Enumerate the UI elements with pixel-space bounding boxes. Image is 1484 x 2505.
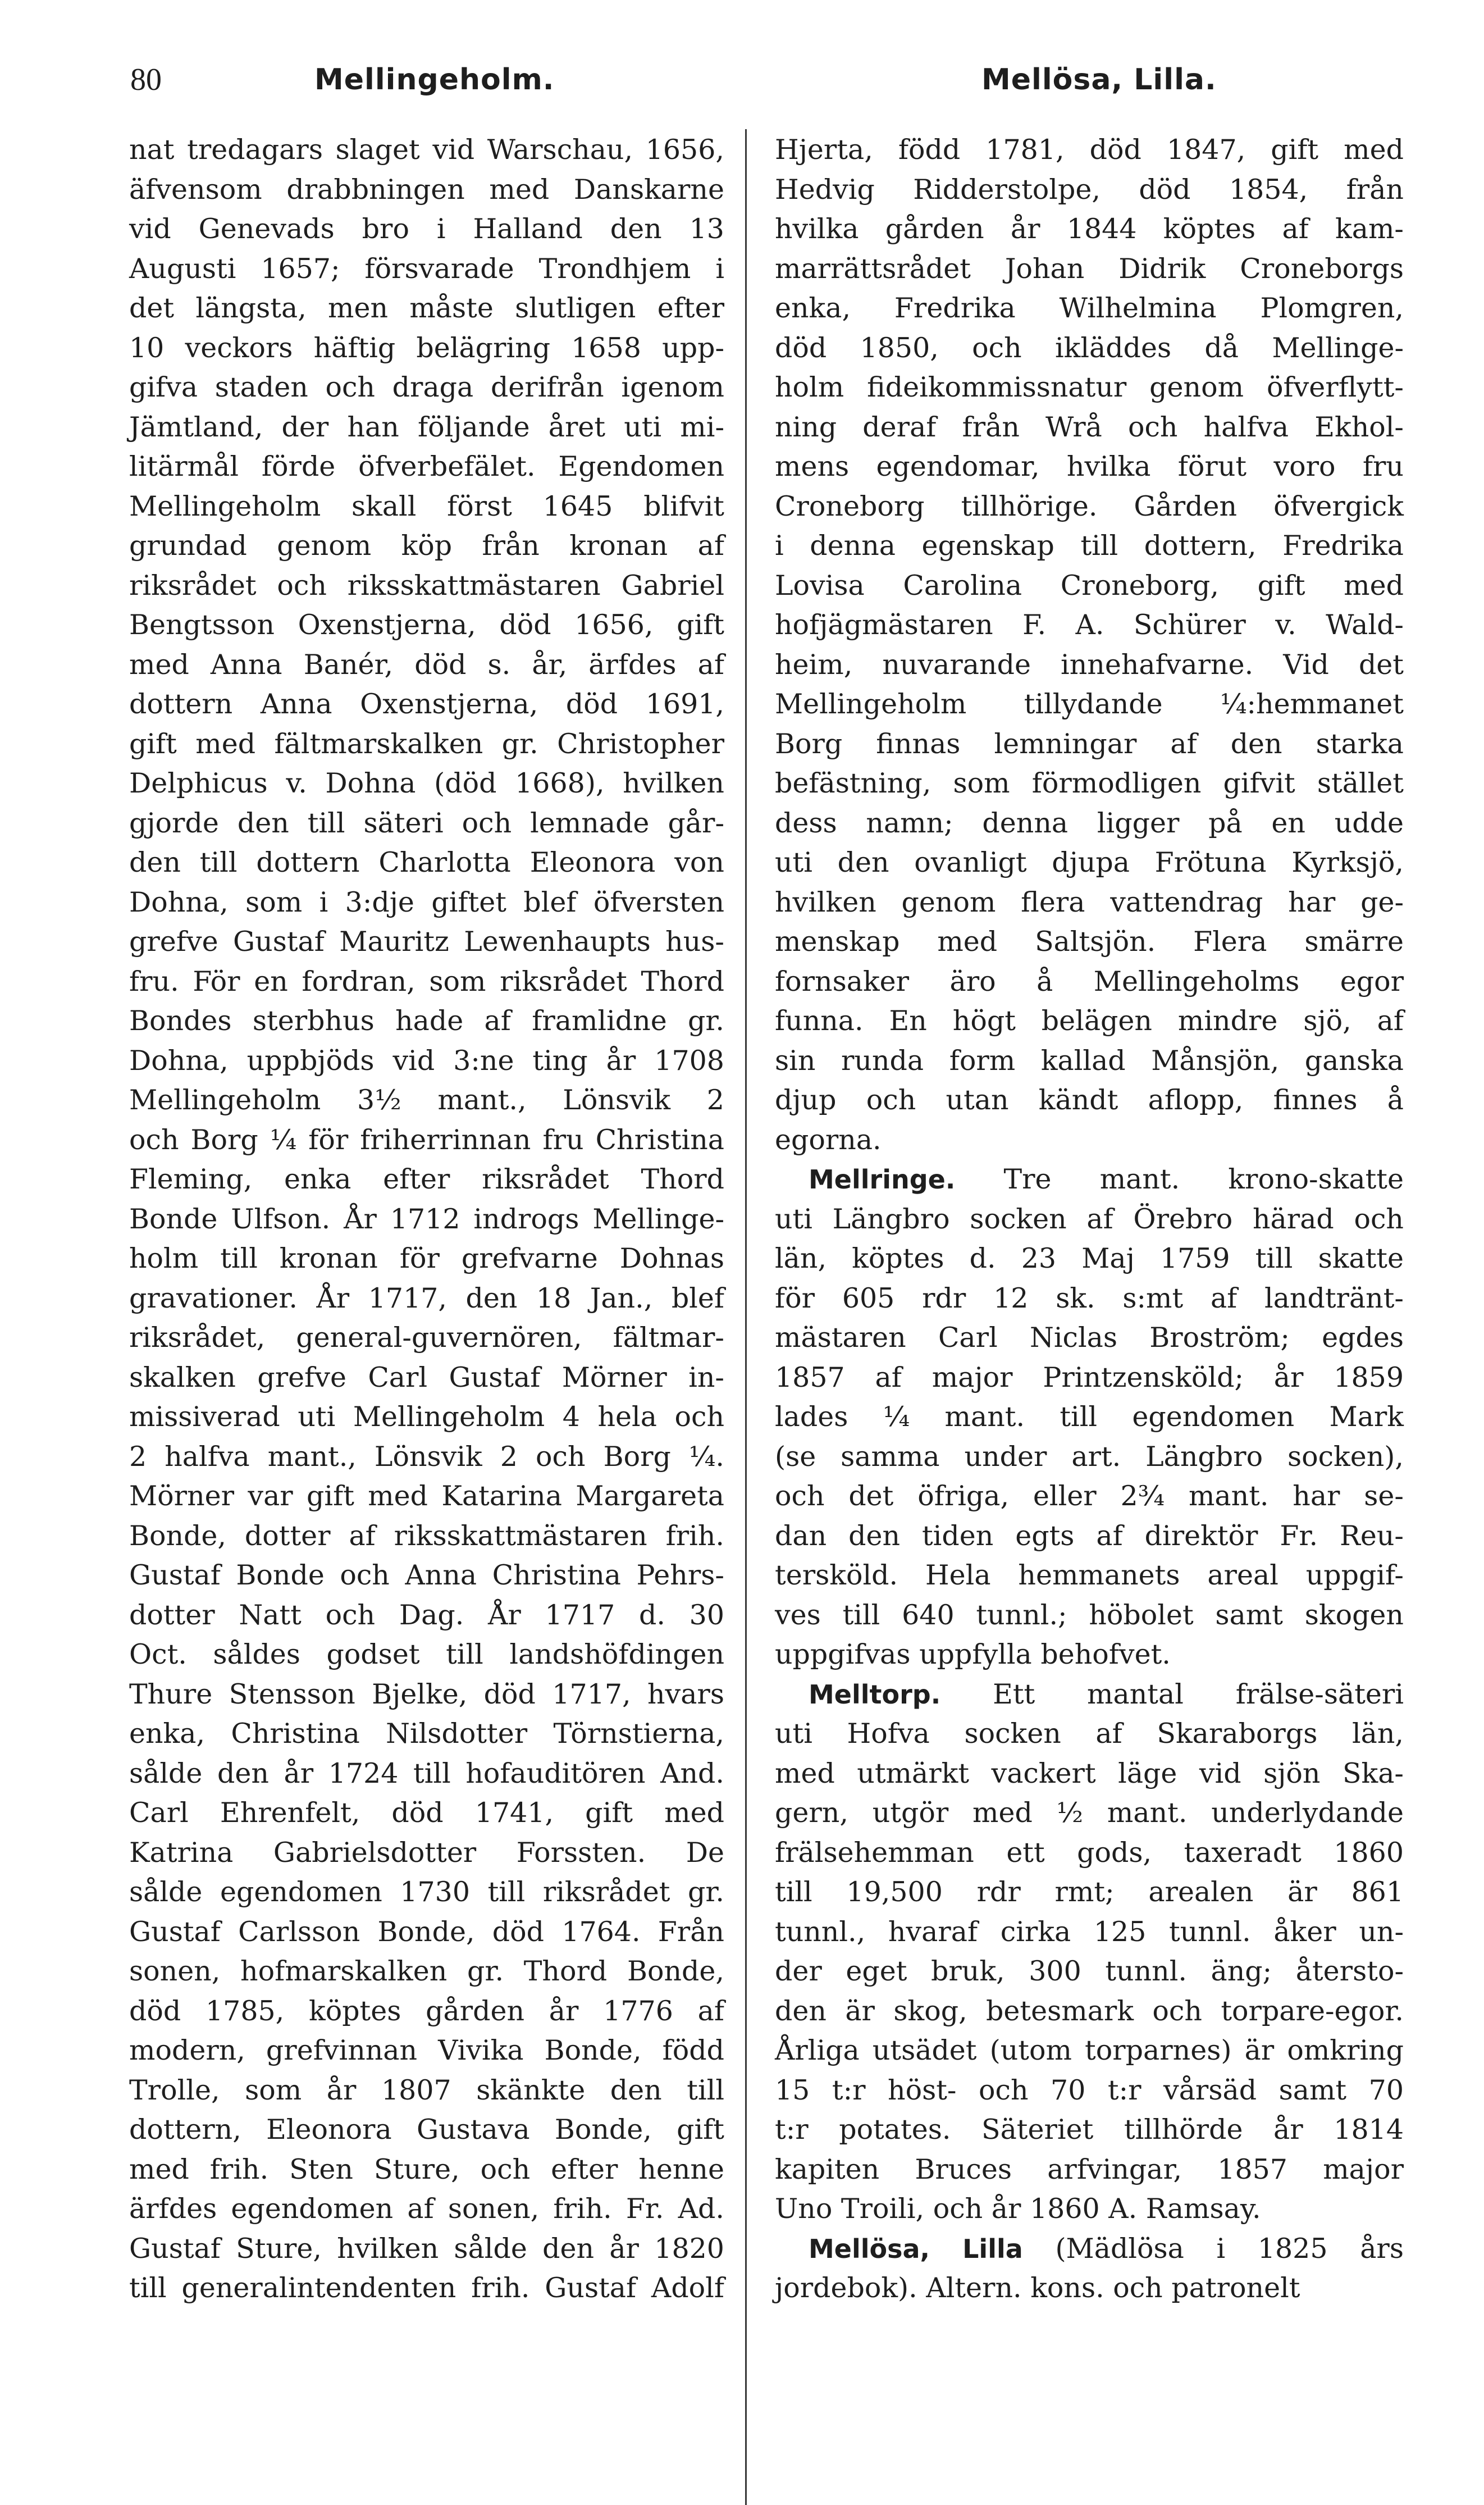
- text-line: Borg finnas lemningar af den starka: [775, 727, 1404, 760]
- text-line: jordebok). Altern. kons. och patronelt: [775, 2272, 1300, 2304]
- text-line: tersköld. Hela hemmanets areal uppgif-: [775, 1559, 1404, 1591]
- text-line: Uno Troili, och år 1860 A. Ramsay.: [775, 2193, 1261, 2225]
- text-line: för 605 rdr 12 sk. s:mt af landtränt-: [775, 1282, 1404, 1314]
- text-line: riksrådet, general-guvernören, fältmar-: [129, 1322, 724, 1354]
- text-line: Oct. såldes godset till landshöfdingen: [129, 1638, 724, 1670]
- text-line: der eget bruk, 300 tunnl. äng; återsto-: [775, 1955, 1404, 1987]
- text-line: hvilka gården år 1844 köptes af kam-: [775, 213, 1404, 245]
- text-line: Augusti 1657; försvarade Trondhjem i: [129, 252, 724, 285]
- text-line: Carl Ehrenfelt, död 1741, gift med: [129, 1797, 724, 1829]
- left-column: [129, 130, 724, 2308]
- mellosa-headword: Mellösa, Lilla: [809, 2233, 1023, 2264]
- text-line: gifva staden och draga derifrån igenom: [129, 371, 724, 403]
- text-line: skalken grefve Carl Gustaf Mörner in-: [129, 1361, 724, 1393]
- text-line: Fleming, enka efter riksrådet Thord: [129, 1163, 724, 1195]
- text-line: enka, Fredrika Wilhelmina Plomgren,: [775, 292, 1404, 324]
- text-line: död 1785, köptes gården år 1776 af: [129, 1994, 724, 2027]
- text-line: län, köptes d. 23 Maj 1759 till skatte: [775, 1242, 1404, 1274]
- text-line: 10 veckors häftig belägring 1658 upp-: [129, 331, 724, 364]
- text-line: Jämtland, der han följande året uti mi-: [129, 411, 724, 443]
- text-line: Mellingeholm tillydande ¼:hemmanet: [775, 688, 1404, 720]
- text-line: Bengtsson Oxenstjerna, död 1656, gift: [129, 609, 724, 641]
- text-line: modern, grefvinnan Vivika Bonde, född: [129, 2034, 724, 2066]
- column-divider: [745, 129, 747, 2505]
- text-line: Gustaf Bonde och Anna Christina Pehrs-: [129, 1559, 724, 1591]
- text-line: marrättsrådet Johan Didrik Croneborgs: [775, 252, 1404, 285]
- text-line: litärmål förde öfverbefälet. Egendomen: [129, 450, 724, 482]
- mellringe-headword: Mellringe.: [809, 1164, 956, 1195]
- text-line: gift med fältmarskalken gr. Christopher: [129, 727, 724, 760]
- text-line: 15 t:r höst- och 70 t:r vårsäd samt 70: [775, 2074, 1404, 2106]
- text-line: befästning, som förmodligen gifvit stället: [775, 767, 1404, 799]
- text-line: sålde den år 1724 till hofauditören And.: [129, 1757, 724, 1789]
- text-line: Lovisa Carolina Croneborg, gift med: [775, 569, 1404, 602]
- text-line: 2 halfva mant., Lönsvik 2 och Borg ¼.: [129, 1440, 724, 1473]
- text-line: uti den ovanligt djupa Frötuna Kyrksjö,: [775, 846, 1404, 878]
- text-line: fru. För en fordran, som riksrådet Thord: [129, 965, 724, 998]
- text-line: den till dottern Charlotta Eleonora von: [129, 846, 724, 878]
- right-column: [775, 130, 1404, 2308]
- text-line: enka, Christina Nilsdotter Törnstierna,: [129, 1718, 724, 1750]
- text-line: uti Hofva socken af Skaraborgs län,: [775, 1718, 1404, 1750]
- text-line: grundad genom köp från kronan af: [129, 530, 724, 562]
- text-line: Hedvig Ridderstolpe, död 1854, från: [775, 173, 1404, 206]
- text-line: Mörner var gift med Katarina Margareta: [129, 1480, 724, 1512]
- text-line: och Borg ¼ för friherrinnan fru Christina: [129, 1123, 724, 1156]
- text-line: Dohna, som i 3:dje giftet blef öfversten: [129, 886, 724, 918]
- mellringe-first-text: Tre mant. krono-skatte: [1003, 1163, 1404, 1195]
- melltorp-headword: Melltorp.: [809, 1679, 941, 1710]
- text-line: Trolle, som år 1807 skänkte den till: [129, 2074, 724, 2106]
- text-line: (se samma under art. Längbro socken),: [775, 1440, 1404, 1473]
- text-line: egorna.: [775, 1123, 882, 1156]
- text-line: vid Genevads bro i Halland den 13: [129, 213, 724, 245]
- text-line: hofjägmästaren F. A. Schürer v. Wald-: [775, 609, 1404, 641]
- text-line: det längsta, men måste slutligen efter: [129, 292, 724, 324]
- text-line: t:r potates. Säteriet tillhörde år 1814: [775, 2114, 1404, 2146]
- mellosa-first-text: (Mädlösa i 1825 års: [1055, 2232, 1404, 2265]
- text-line: sålde egendomen 1730 till riksrådet gr.: [129, 1876, 724, 1908]
- text-line: grefve Gustaf Mauritz Lewenhaupts hus-: [129, 926, 724, 958]
- text-line: dottern, Eleonora Gustava Bonde, gift: [129, 2114, 724, 2146]
- text-line: lades ¼ mant. till egendomen Mark: [775, 1401, 1404, 1433]
- text-line: djup och utan kändt aflopp, finnes å: [775, 1084, 1404, 1116]
- text-line: Croneborg tillhörige. Gården öfvergick: [775, 490, 1404, 522]
- text-line: 1857 af major Printzensköld; år 1859: [775, 1361, 1404, 1393]
- text-line: fornsaker äro å Mellingeholms egor: [775, 965, 1404, 998]
- text-line: kapiten Bruces arfvingar, 1857 major: [775, 2153, 1404, 2185]
- text-line: död 1850, och ikläddes då Mellinge-: [775, 331, 1404, 364]
- text-line: med frih. Sten Sture, och efter henne: [129, 2153, 724, 2185]
- text-line: dan den tiden egts af direktör Fr. Reu-: [775, 1519, 1404, 1552]
- melltorp-first-text: Ett mantal frälse-säteri: [993, 1678, 1404, 1710]
- text-line: mästaren Carl Niclas Broström; egdes: [775, 1322, 1404, 1354]
- text-line: Bonde Ulfson. År 1712 indrogs Mellinge-: [129, 1203, 724, 1235]
- text-line: holm till kronan för grefvarne Dohnas: [129, 1242, 724, 1274]
- mellringe-entry-first-line: [775, 1160, 1404, 1200]
- text-line: riksrådet och riksskattmästaren Gabriel: [129, 569, 724, 602]
- text-line: sonen, hofmarskalken gr. Thord Bonde,: [129, 1955, 724, 1987]
- text-line: gravationer. År 1717, den 18 Jan., blef: [129, 1282, 724, 1314]
- left-running-head: Mellingeholm.: [314, 63, 555, 97]
- text-line: i denna egenskap till dottern, Fredrika: [775, 530, 1404, 562]
- text-line: Delphicus v. Dohna (död 1668), hvilken: [129, 767, 724, 799]
- text-line: sin runda form kallad Månsjön, ganska: [775, 1044, 1404, 1077]
- text-line: ärfdes egendomen af sonen, frih. Fr. Ad.: [129, 2193, 724, 2225]
- melltorp-entry-first-line: [775, 1675, 1404, 1715]
- text-line: Gustaf Carlsson Bonde, död 1764. Från: [129, 1915, 724, 1948]
- text-line: Mellingeholm 3½ mant., Lönsvik 2: [129, 1084, 724, 1116]
- text-line: frälsehemman ett gods, taxeradt 1860: [775, 1836, 1404, 1869]
- text-line: Mellingeholm skall först 1645 blifvit: [129, 490, 724, 522]
- mellosa-entry-first-line: [775, 2229, 1404, 2269]
- text-line: nat tredagars slaget vid Warschau, 1656,: [129, 134, 724, 166]
- text-line: med utmärkt vackert läge vid sjön Ska-: [775, 1757, 1404, 1789]
- text-line: missiverad uti Mellingeholm 4 hela och: [129, 1401, 724, 1433]
- text-line: Gustaf Sture, hvilken sålde den år 1820: [129, 2232, 724, 2265]
- text-line: holm fideikommissnatur genom öfverflytt-: [775, 371, 1404, 403]
- text-line: gjorde den till säteri och lemnade går-: [129, 807, 724, 839]
- text-line: uti Längbro socken af Örebro härad och: [775, 1203, 1404, 1235]
- right-running-head: Mellösa, Lilla.: [981, 63, 1217, 97]
- text-line: mens egendomar, hvilka förut voro fru: [775, 450, 1404, 482]
- page-number: 80: [130, 62, 162, 97]
- text-line: till 19,500 rdr rmt; arealen är 861: [775, 1876, 1404, 1908]
- text-line: dottern Anna Oxenstjerna, död 1691,: [129, 688, 724, 720]
- text-line: dotter Natt och Dag. År 1717 d. 30: [129, 1598, 724, 1631]
- text-line: Bondes sterbhus hade af framlidne gr.: [129, 1005, 724, 1037]
- text-line: Dohna, uppbjöds vid 3:ne ting år 1708: [129, 1044, 724, 1077]
- text-line: den är skog, betesmark och torpare-egor.: [775, 1994, 1404, 2027]
- text-line: Hjerta, född 1781, död 1847, gift med: [775, 134, 1404, 166]
- text-line: Bonde, dotter af riksskattmästaren frih.: [129, 1519, 724, 1552]
- text-line: menskap med Saltsjön. Flera smärre: [775, 926, 1404, 958]
- text-line: äfvensom drabbningen med Danskarne: [129, 173, 724, 206]
- text-line: Årliga utsädet (utom torparnes) är omkring: [775, 2034, 1404, 2066]
- text-line: med Anna Banér, död s. år, ärfdes af: [129, 648, 724, 681]
- text-line: ves till 640 tunnl.; höbolet samt skogen: [775, 1598, 1404, 1631]
- text-line: tunnl., hvaraf cirka 125 tunnl. åker un-: [775, 1915, 1404, 1948]
- text-line: dess namn; denna ligger på en udde: [775, 807, 1404, 839]
- text-line: uppgifvas uppfylla behofvet.: [775, 1638, 1171, 1670]
- text-line: Thure Stensson Bjelke, död 1717, hvars: [129, 1678, 724, 1710]
- text-line: ning deraf från Wrå och halfva Ekhol-: [775, 411, 1404, 443]
- text-line: gern, utgör med ½ mant. underlydande: [775, 1797, 1404, 1829]
- text-line: Katrina Gabrielsdotter Forssten. De: [129, 1836, 724, 1869]
- text-line: heim, nuvarande innehafvarne. Vid det: [775, 648, 1404, 681]
- text-line: och det öfriga, eller 2¾ mant. har se-: [775, 1480, 1404, 1512]
- text-line: hvilken genom flera vattendrag har ge-: [775, 886, 1404, 918]
- text-line: funna. En högt belägen mindre sjö, af: [775, 1005, 1404, 1037]
- text-line: till generalintendenten frih. Gustaf Adolf: [129, 2272, 724, 2304]
